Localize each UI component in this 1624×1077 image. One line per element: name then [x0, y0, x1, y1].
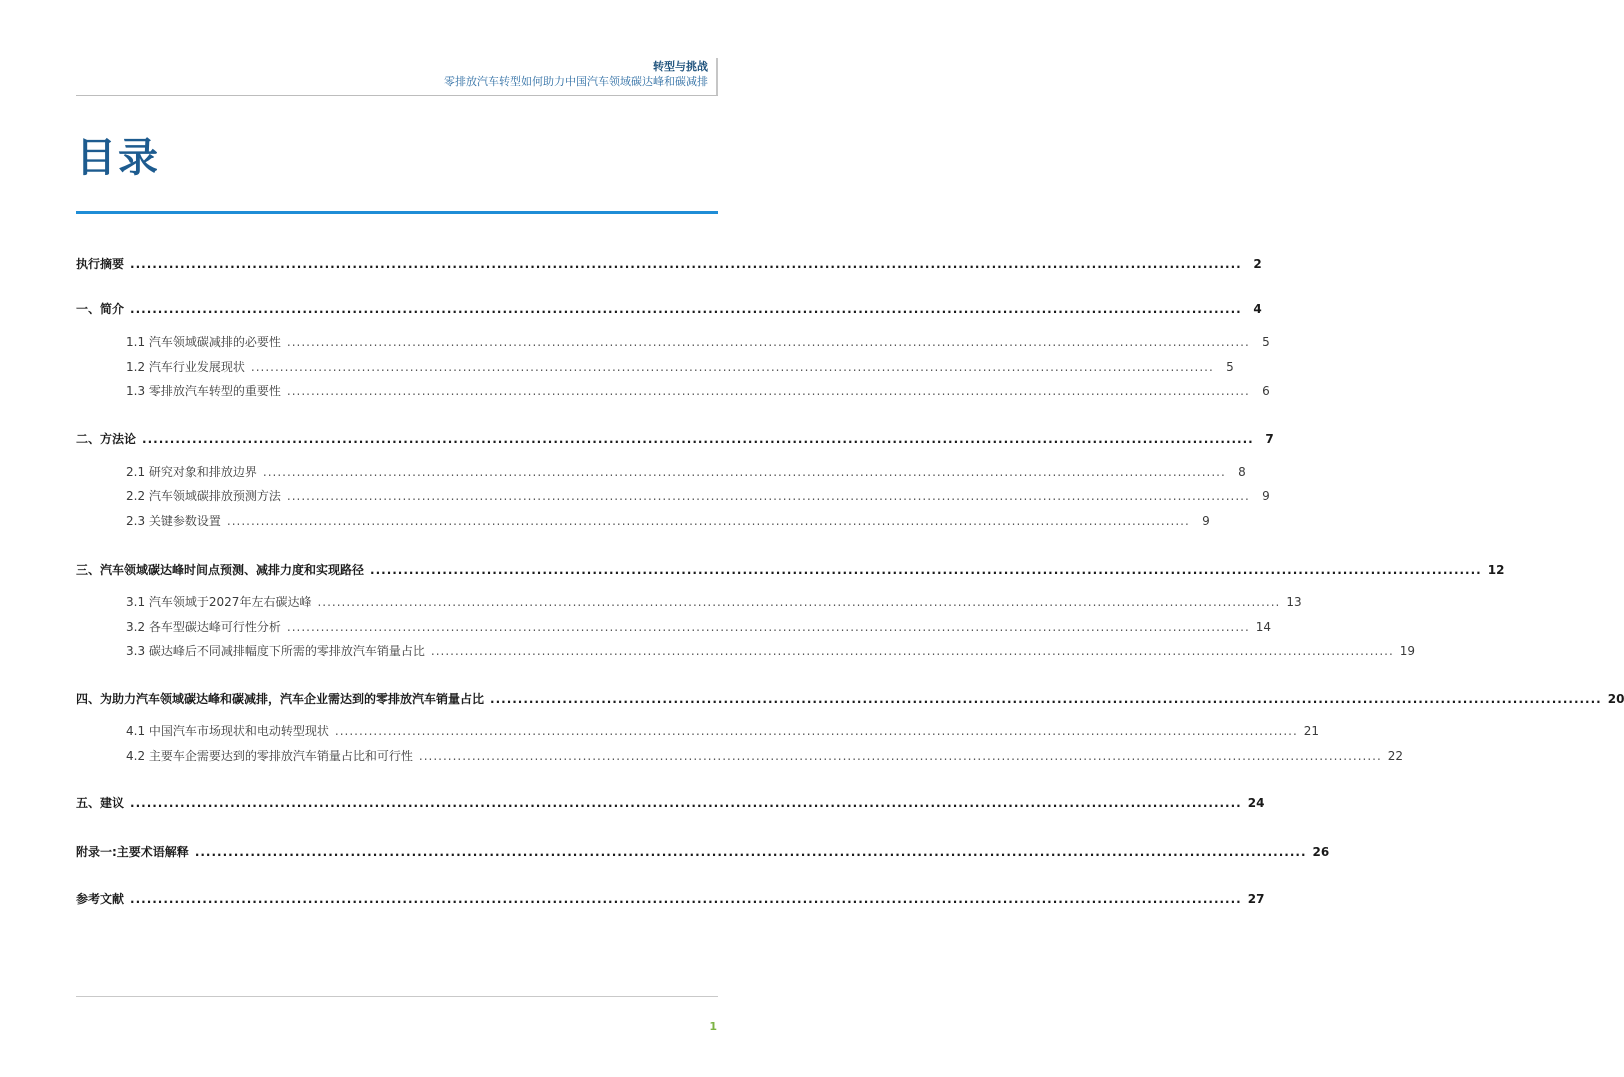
header-divider [76, 95, 718, 96]
toc-entry-appendix[interactable] [76, 844, 1330, 860]
toc-entry-1-1[interactable] [126, 334, 1270, 350]
toc-leader: ........................................................................................................................................................................................................ [194, 845, 1307, 859]
toc-page: 9 [1262, 489, 1270, 503]
toc-entry-3-3[interactable] [126, 643, 1416, 659]
toc-page: 6 [1262, 384, 1270, 398]
toc-leader: ........................................................................................................................................................................................................ [286, 384, 1250, 398]
toc-label: 执行摘要 [76, 257, 125, 271]
toc-label: 1.3 零排放汽车转型的重要性 [126, 384, 281, 398]
toc-entry-4-2[interactable] [126, 748, 1404, 764]
toc-label: 1.2 汽车行业发展现状 [126, 360, 245, 374]
toc-page: 14 [1255, 620, 1272, 634]
toc-page: 27 [1247, 892, 1265, 906]
toc-label: 3.2 各车型碳达峰可行性分析 [126, 620, 281, 634]
header-subtitle: 零排放汽车转型如何助力中国汽车领域碳达峰和碳减排 [444, 75, 708, 88]
toc-page: 8 [1238, 465, 1246, 479]
toc-entry-1[interactable] [76, 301, 1262, 317]
toc-label: 3.3 碳达峰后不同减排幅度下所需的零排放汽车销量占比 [126, 644, 425, 658]
toc-entry-3-2[interactable] [126, 619, 1272, 635]
toc-entry-2-1[interactable] [126, 464, 1246, 480]
toc-page: 24 [1247, 796, 1265, 810]
toc-page: 2 [1253, 257, 1262, 271]
toc-leader: ........................................................................................................................................................................................................ [130, 796, 1242, 810]
toc-leader: ........................................................................................................................................................................................................ [250, 360, 1214, 374]
toc-label: 2.2 汽车领域碳排放预测方法 [126, 489, 281, 503]
toc-leader: ........................................................................................................................................................................................................ [262, 465, 1226, 479]
header-side-bar [716, 58, 718, 96]
toc-leader: ........................................................................................................................................................................................................ [286, 335, 1250, 349]
toc-label: 附录一:主要术语解释 [76, 845, 189, 859]
toc-label: 2.3 关键参数设置 [126, 514, 221, 528]
toc-entry-2-3[interactable] [126, 513, 1210, 529]
toc-page: 22 [1387, 749, 1404, 763]
toc-entry-references[interactable] [76, 891, 1265, 907]
toc-label: 4.1 中国汽车市场现状和电动转型现状 [126, 724, 329, 738]
title-rule [76, 211, 718, 214]
toc-page: 7 [1265, 432, 1274, 446]
toc-leader: ........................................................................................................................................................................................................ [130, 257, 1242, 271]
toc-label: 五、建议 [76, 796, 125, 810]
toc-label: 二、方法论 [76, 432, 137, 446]
toc-leader: ........................................................................................................................................................................................................ [317, 595, 1281, 609]
toc-label: 2.1 研究对象和排放边界 [126, 465, 257, 479]
toc-leader: ........................................................................................................................................................................................................ [334, 724, 1298, 738]
toc-leader: ........................................................................................................................................................................................................ [130, 302, 1242, 316]
toc-label: 四、为助力汽车领域碳达峰和碳减排，汽车企业需达到的零排放汽车销量占比 [76, 692, 485, 706]
toc-label: 4.2 主要车企需要达到的零排放汽车销量占比和可行性 [126, 749, 413, 763]
toc-leader: ........................................................................................................................................................................................................ [130, 892, 1242, 906]
header-title: 转型与挑战 [653, 60, 708, 73]
running-header [444, 60, 708, 89]
page-title: 目录 [76, 135, 160, 181]
toc-leader: ........................................................................................................................................................................................................ [370, 563, 1482, 577]
toc-leader: ........................................................................................................................................................................................................ [418, 749, 1382, 763]
toc-page: 19 [1399, 644, 1416, 658]
toc-leader: ........................................................................................................................................................................................................ [226, 514, 1190, 528]
toc-leader: ........................................................................................................................................................................................................ [142, 432, 1254, 446]
toc-label: 参考文献 [76, 892, 125, 906]
footer-page-number: 1 [709, 1020, 717, 1033]
toc-entry-1-2[interactable] [126, 359, 1234, 375]
toc-entry-5[interactable] [76, 795, 1265, 811]
toc-leader: ........................................................................................................................................................................................................ [430, 644, 1394, 658]
toc-entry-4-1[interactable] [126, 723, 1320, 739]
toc-entry-2[interactable] [76, 431, 1274, 447]
toc-leader: ........................................................................................................................................................................................................ [286, 489, 1250, 503]
toc-page: 20 [1607, 692, 1624, 706]
footer-divider [76, 996, 718, 997]
toc-page: 12 [1487, 563, 1505, 577]
toc-page: 5 [1226, 360, 1234, 374]
toc-entry-summary[interactable] [76, 256, 1262, 272]
toc-page: 26 [1312, 845, 1330, 859]
toc-label: 1.1 汽车领域碳减排的必要性 [126, 335, 281, 349]
toc-page: 5 [1262, 335, 1270, 349]
toc-page: 21 [1303, 724, 1320, 738]
toc-entry-2-2[interactable] [126, 488, 1270, 504]
toc-label: 三、汽车领域碳达峰时间点预测、减排力度和实现路径 [76, 563, 365, 577]
toc-page: 9 [1202, 514, 1210, 528]
toc-label: 3.1 汽车领域于2027年左右碳达峰 [126, 595, 312, 609]
toc-leader: ........................................................................................................................................................................................................ [490, 692, 1602, 706]
toc-label: 一、简介 [76, 302, 125, 316]
toc-leader: ........................................................................................................................................................................................................ [286, 620, 1250, 634]
toc-entry-3[interactable] [76, 562, 1505, 578]
toc-entry-3-1[interactable] [126, 594, 1302, 610]
toc-entry-1-3[interactable] [126, 383, 1270, 399]
toc-page: 13 [1286, 595, 1302, 609]
toc-page: 4 [1253, 302, 1262, 316]
toc-entry-4[interactable] [76, 691, 1624, 707]
